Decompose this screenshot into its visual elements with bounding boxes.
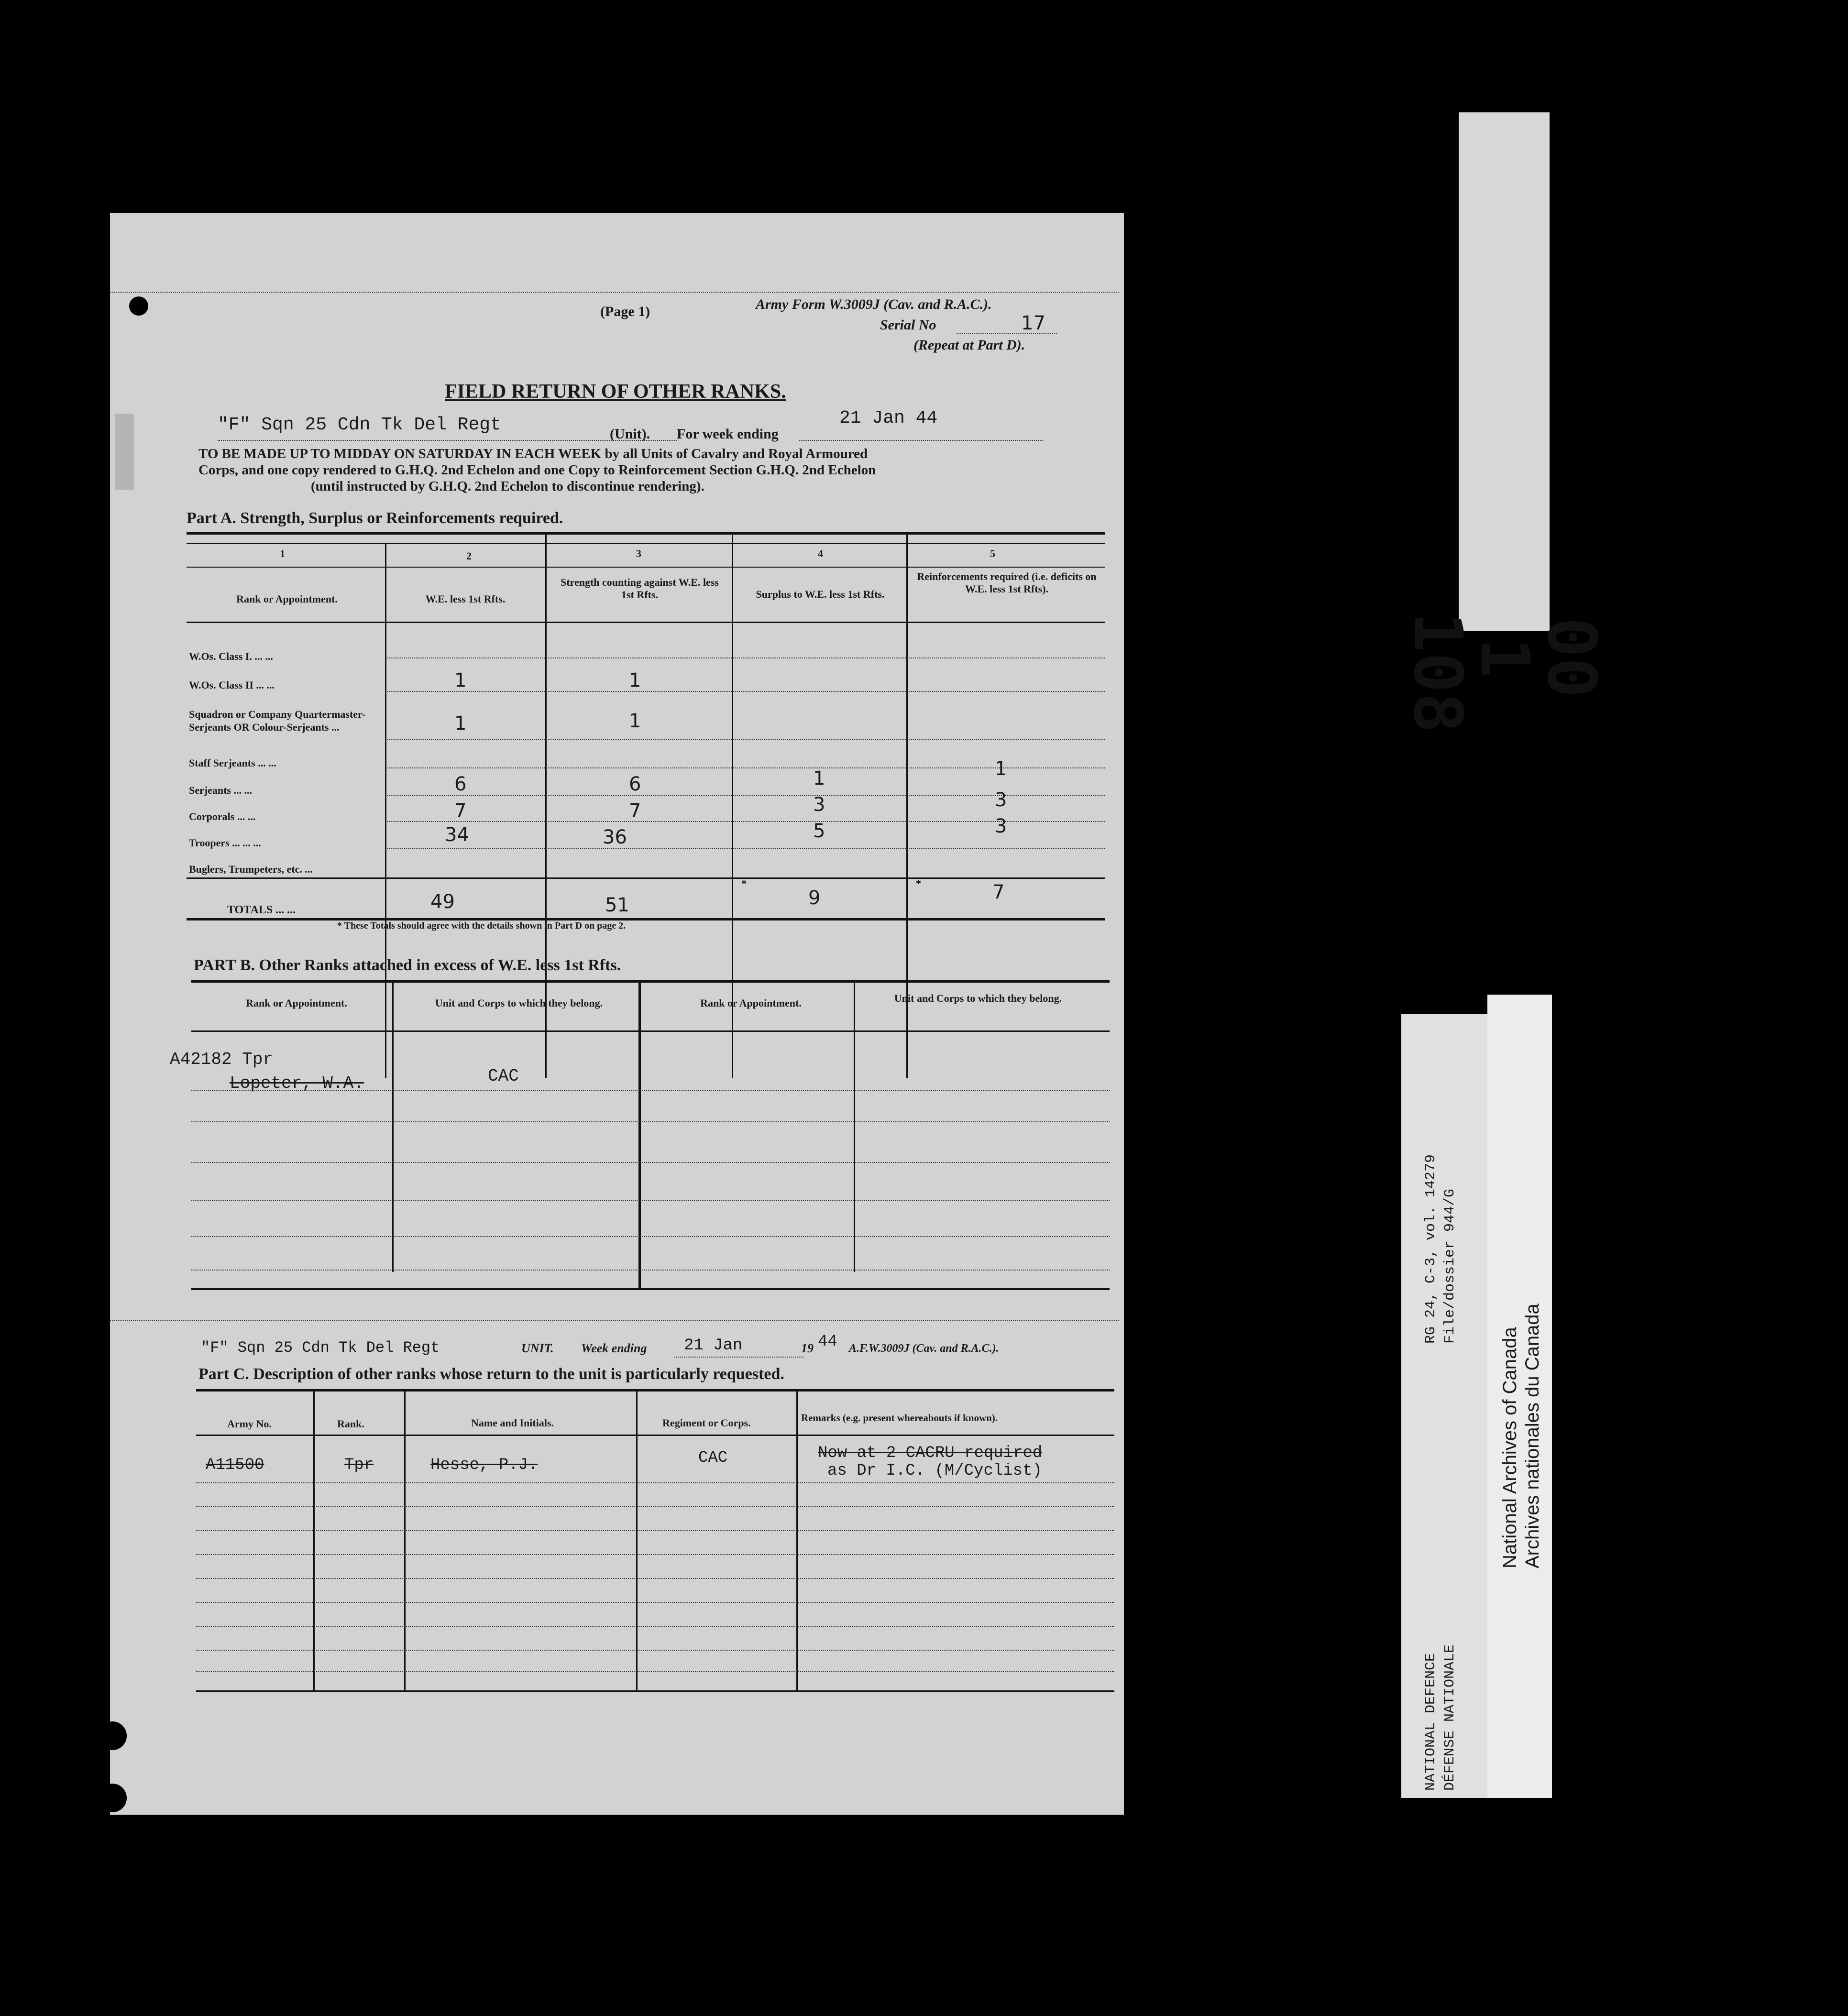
part-a-col-number-5: 5 xyxy=(990,548,995,559)
instructions-line-2: Corps, and one copy rendered to G.H.Q. 2nd Echelon and one Copy to Reinforcement Section G.H.Q. 2nd Echelon xyxy=(198,462,876,478)
row-line xyxy=(387,848,1105,849)
part-b-top-rule xyxy=(191,980,1110,983)
part-c-remarks-line-2: as Dr I.C. (M/Cyclist) xyxy=(827,1462,1042,1480)
row-line xyxy=(196,1554,1114,1555)
part-b-title: PART B. Other Ranks attached in excess of W.E. less 1st Rfts. xyxy=(194,956,621,974)
we-serjeants: 6 xyxy=(454,773,467,795)
part-c-rank: Tpr xyxy=(344,1456,374,1474)
rank-wo-class-2: W.Os. Class II ... ... xyxy=(189,679,275,691)
row-line xyxy=(196,1530,1114,1531)
we-wo-class-2: 1 xyxy=(454,669,467,691)
reinforcements-troopers: 3 xyxy=(995,815,1007,837)
frame-number-stamp xyxy=(1398,112,1610,733)
part-a-col-number-4: 4 xyxy=(818,548,823,559)
row-line xyxy=(191,1236,1110,1237)
part-c-unit-name: "F" Sqn 25 Cdn Tk Del Regt xyxy=(201,1339,440,1357)
form-title: FIELD RETURN OF OTHER RANKS. xyxy=(445,381,786,403)
part-c-unit-label: UNIT. xyxy=(521,1341,554,1355)
part-a-col-divider-2 xyxy=(545,533,547,1078)
rank-staff-serjeants: Staff Serjeants ... ... xyxy=(189,757,276,769)
instructions-line-1: TO BE MADE UP TO MIDDAY ON SATURDAY IN EACH WEEK by all Units of Cavalry and Royal Armoured xyxy=(198,446,868,461)
row-line xyxy=(196,1602,1114,1603)
part-a-columns-rule xyxy=(187,622,1105,623)
page-number: (Page 1) xyxy=(600,304,650,319)
perforation-line xyxy=(110,1320,1119,1321)
part-b-header-unit-right: Unit and Corps to which they belong. xyxy=(894,992,1062,1004)
archive-reference-line-1: RG 24, C-3, vol. 14279 xyxy=(1423,1154,1439,1344)
part-c-week-value: 21 Jan xyxy=(684,1337,743,1355)
part-c-header-rule xyxy=(196,1435,1114,1436)
part-c-header-remarks: Remarks (e.g. present whereabouts if known). xyxy=(801,1412,998,1424)
rank-serjeants: Serjeants ... ... xyxy=(189,784,252,796)
part-b-name-entry: Lopeter, W.A. xyxy=(230,1074,364,1093)
archive-name-english: National Archives of Canada xyxy=(1499,1327,1520,1568)
row-line xyxy=(196,1626,1114,1627)
part-a-col-divider-3 xyxy=(732,533,733,1078)
we-quartermaster-serjeants: 1 xyxy=(454,712,467,734)
part-c-header-rank: Rank. xyxy=(337,1418,364,1430)
row-line xyxy=(387,739,1105,740)
total-surplus: 9 xyxy=(808,887,821,909)
serial-line xyxy=(957,333,1057,334)
row-line xyxy=(196,1506,1114,1507)
part-b-header-rank-left: Rank or Appointment. xyxy=(246,997,347,1009)
we-troopers: 34 xyxy=(445,824,469,846)
strength-corporals: 7 xyxy=(629,800,641,822)
week-ending-line xyxy=(674,1357,803,1358)
part-c-top-rule xyxy=(196,1389,1114,1391)
part-a-totals-rule xyxy=(187,877,1105,879)
strength-quartermaster-serjeants: 1 xyxy=(629,710,641,732)
form-page xyxy=(110,213,1124,1815)
part-b-unit-entry: CAC xyxy=(488,1066,519,1086)
totals-footnote: * These Totals should agree with the details shown in Part D on page 2. xyxy=(337,920,626,931)
row-line xyxy=(191,1270,1110,1271)
part-a-header-rank: Rank or Appointment. xyxy=(236,593,338,605)
punch-hole xyxy=(98,1721,127,1750)
part-a-header-we: W.E. less 1st Rfts. xyxy=(425,593,506,605)
part-a-number-rule xyxy=(187,567,1105,568)
part-c-week-label: Week ending xyxy=(581,1341,647,1355)
serial-label: Serial No xyxy=(880,317,936,333)
row-line xyxy=(387,691,1105,692)
instructions-line-3: (until instructed by G.H.Q. 2nd Echelon to discontinue rendering). xyxy=(311,479,704,494)
surplus-serjeants: 1 xyxy=(813,767,825,789)
repeat-note: (Repeat at Part D). xyxy=(913,337,1025,353)
part-b-rank-entry: A42182 Tpr xyxy=(170,1050,274,1069)
week-ending-value: 21 Jan 44 xyxy=(839,408,938,428)
strength-wo-class-2: 1 xyxy=(629,669,641,691)
row-line xyxy=(191,1200,1110,1201)
rank-buglers-trumpeters: Buglers, Trumpeters, etc. ... xyxy=(189,863,313,875)
reinforcements-serjeants: 1 xyxy=(995,758,1007,780)
part-b-header-rule xyxy=(191,1030,1110,1032)
archive-name-strip xyxy=(1487,995,1552,1798)
part-a-top-rule xyxy=(187,532,1105,535)
unit-name: "F" Sqn 25 Cdn Tk Del Regt xyxy=(218,415,501,435)
part-c-title: Part C. Description of other ranks whose return to the unit is particularly requested. xyxy=(198,1365,784,1383)
part-a-header-reinforcements: Reinforcements required (i.e. deficits on W.E. less 1st Rfts). xyxy=(917,570,1097,595)
total-strength: 51 xyxy=(605,894,629,916)
row-line xyxy=(196,1650,1114,1651)
part-a-header-strength: Strength counting against W.E. less 1st Rfts. xyxy=(561,576,719,601)
row-line xyxy=(196,1482,1114,1483)
surplus-troopers: 5 xyxy=(813,820,825,842)
asterisk-mark: * xyxy=(916,877,921,889)
part-c-corps: CAC xyxy=(698,1449,728,1467)
part-b-col-divider-2 xyxy=(638,980,641,1289)
department-line-1: NATIONAL DEFENCE xyxy=(1423,1653,1439,1791)
perforation-line xyxy=(110,292,1119,293)
week-ending-line xyxy=(799,440,1043,441)
department-line-2: DÉFENSE NATIONALE xyxy=(1442,1644,1458,1791)
unit-line xyxy=(218,440,677,441)
row-line xyxy=(196,1578,1114,1579)
part-a-header-rule xyxy=(187,543,1105,544)
part-a-col-number-2: 2 xyxy=(466,550,472,562)
part-b-header-unit-left: Unit and Corps to which they belong. xyxy=(435,997,603,1009)
archive-reference-strip xyxy=(1401,1014,1487,1798)
binding-clip xyxy=(115,414,134,490)
rank-troopers: Troopers ... ... ... xyxy=(189,837,261,849)
part-c-name: Hesse, P.J. xyxy=(430,1456,538,1474)
totals-label: TOTALS ... ... xyxy=(227,904,296,916)
surplus-corporals: 3 xyxy=(813,794,825,816)
total-reinforcements: 7 xyxy=(992,881,1005,903)
part-a-title: Part A. Strength, Surplus or Reinforcements required. xyxy=(187,509,563,527)
archive-reference-line-2: File/dossier 944/G xyxy=(1442,1188,1458,1344)
frame-number-digits: 00 1 108 xyxy=(1398,612,1610,733)
part-a-header-surplus: Surplus to W.E. less 1st Rfts. xyxy=(756,588,885,600)
row-line xyxy=(387,657,1105,658)
row-line xyxy=(191,1162,1110,1163)
army-form-label: Army Form W.3009J (Cav. and R.A.C.). xyxy=(756,296,992,312)
part-c-remarks-line-1: Now at 2 CACRU required xyxy=(818,1444,1043,1462)
row-line xyxy=(191,1090,1110,1091)
archive-name-french: Archives nationales du Canada xyxy=(1522,1304,1543,1568)
part-b-bottom-rule xyxy=(191,1288,1110,1290)
part-a-col-number-3: 3 xyxy=(636,548,641,559)
part-c-year-prefix: 19 xyxy=(801,1341,814,1355)
punch-hole xyxy=(129,296,148,316)
part-b-col-divider-3 xyxy=(854,980,855,1272)
part-c-year-value: 44 xyxy=(818,1333,837,1351)
asterisk-mark: * xyxy=(741,877,747,889)
serial-number: 17 xyxy=(1021,312,1045,334)
reinforcements-corporals: 3 xyxy=(995,789,1007,811)
week-ending-label: For week ending xyxy=(677,426,779,442)
part-c-bottom-rule xyxy=(196,1690,1114,1692)
rank-wo-class-1: W.Os. Class I. ... ... xyxy=(189,650,273,662)
part-c-army-no: A11500 xyxy=(206,1456,264,1474)
part-b-col-divider-1 xyxy=(392,980,394,1272)
strength-serjeants: 6 xyxy=(629,773,641,795)
part-c-form-ref: A.F.W.3009J (Cav. and R.A.C.). xyxy=(849,1342,999,1355)
part-a-bottom-rule xyxy=(187,918,1105,920)
row-line xyxy=(191,1121,1110,1122)
part-c-header-corps: Regiment or Corps. xyxy=(662,1417,751,1429)
total-we: 49 xyxy=(430,891,455,913)
part-b-header-rank-right: Rank or Appointment. xyxy=(700,997,802,1009)
part-a-col-number-1: 1 xyxy=(280,548,285,559)
strength-troopers: 36 xyxy=(603,826,627,848)
unit-label: (Unit). xyxy=(610,426,650,442)
part-c-header-name: Name and Initials. xyxy=(471,1417,554,1429)
we-corporals: 7 xyxy=(454,800,467,822)
punch-hole xyxy=(98,1784,127,1812)
part-c-header-army-no: Army No. xyxy=(227,1418,272,1430)
rank-corporals: Corporals ... ... xyxy=(189,811,256,822)
rank-quartermaster-serjeants: Squadron or Company Quartermaster-Serjeants OR Colour-Serjeants ... xyxy=(189,708,366,733)
row-line xyxy=(196,1671,1114,1672)
